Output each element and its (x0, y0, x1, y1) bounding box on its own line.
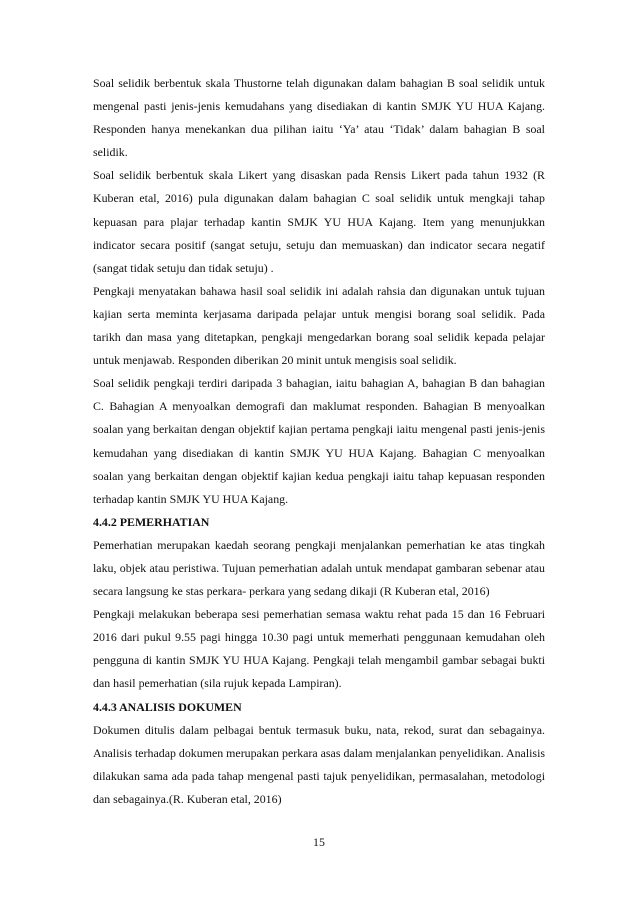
paragraph-analisis-dokumen: Dokumen ditulis dalam pelbagai bentuk termasuk buku, nata, rekod, surat dan sebagainya. Analisis terhadap dokumen merupakan perkara asas dalam menjalankan penyelidikan. Analisis dilakukan sama ada pada tahap mengenal pasti tajuk penyelidikan, permasalahan, metodologi dan sebagainya.(R. Kuberan etal, 2016) (93, 722, 545, 806)
page-body (93, 72, 545, 811)
section-heading-pemerhatian: 4.4.2 PEMERHATIAN (93, 514, 210, 529)
paragraph-pemerhatian-sessions: Pengkaji melakukan beberapa sesi pemerhatian semasa waktu rehat pada 15 dan 16 Februari 2016 dari pukul 9.55 pagi hingga 10.30 pagi untuk memerhati penggunaan kemudahan oleh pengguna di kantin SMJK YU HUA Kajang. Pengkaji telah mengambil gambar sebagai bukti dan hasil pemerhatian (sila rujuk kepada Lampiran). (93, 607, 545, 691)
paragraph-pemerhatian-definition: Pemerhatian merupakan kaedah seorang pengkaji menjalankan pemerhatian ke atas tingkah laku, objek atau peristiwa. Tujuan pemerhatian adalah untuk mendapat gambaran sebenar atau secara langsung ke stas perkara- perkara yang sedang dikaji (R Kuberan etal, 2016) (93, 537, 545, 599)
paragraph-questionnaire-sections: Soal selidik pengkaji terdiri daripada 3 bahagian, iaitu bahagian A, bahagian B dan bahagian C. Bahagian A menyoalkan demografi dan maklumat responden. Bahagian B menyoalkan soalan yang berkaitan dengan objektif kajian pertama pengkaji iaitu mengenal pasti jenis-jenis kemudahan yang disediakan di kantin SMJK YU HUA Kajang. Bahagian C menyoalkan soalan yang berkaitan dengan objektif kajian kedua pengkaji iaitu tahap kepuasan responden terhadap kantin SMJK YU HUA Kajang. (93, 376, 545, 506)
section-heading-analisis-dokumen: 4.4.3 ANALISIS DOKUMEN (93, 699, 242, 714)
page-number: 15 (313, 835, 325, 849)
paragraph-likert-scale: Soal selidik berbentuk skala Likert yang disaskan pada Rensis Likert pada tahun 1932 (R Kuberan etal, 2016) pula digunakan dalam bahagian C soal selidik untuk mengkaji tahap kepuasan para plajar terhadap kantin SMJK YU HUA Kajang. Item yang menunjukkan indicator secara positif (sangat setuju, setuju dan memuaskan) dan indicator secara negatif (sangat tidak setuju dan tidak setuju) . (93, 168, 545, 275)
paragraph-confidentiality: Pengkaji menyatakan bahawa hasil soal selidik ini adalah rahsia dan digunakan untuk tujuan kajian serta meminta kerjasama daripada pelajar untuk mengisi borang soal selidik. Pada tarikh dan masa yang ditetapkan, pengkaji mengedarkan borang soal selidik kepada pelajar untuk menjawab. Responden diberikan 20 minit untuk mengisis soal selidik. (93, 283, 545, 368)
paragraph-thurstone-scale: Soal selidik berbentuk skala Thustorne telah digunakan dalam bahagian B soal selidik untuk mengenal pasti jenis-jenis kemudahans yang disediakan di kantin SMJK YU HUA Kajang. Responden hanya menekankan dua pilihan iaitu ‘Ya’ atau ‘Tidak’ dalam bahagian B soal selidik. (93, 76, 545, 160)
